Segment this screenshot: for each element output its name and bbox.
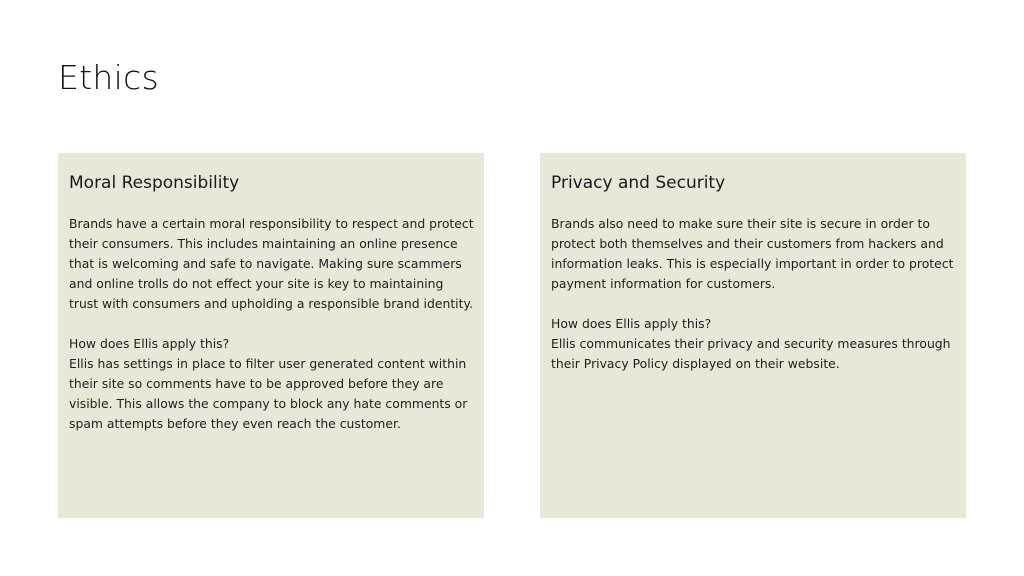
card-moral-responsibility: [58, 153, 484, 518]
card-privacy-security: [540, 153, 966, 518]
body-line: protect both themselves and their customers from hackers and: [551, 236, 944, 251]
answer-line: their site so comments have to be approved before they are: [69, 376, 444, 391]
card-body: [69, 214, 474, 434]
card-body: [551, 214, 956, 374]
body-line: trust with consumers and upholding a responsible brand identity.: [69, 296, 473, 311]
answer-line: Ellis has settings in place to filter user generated content within: [69, 356, 467, 371]
body-line: their consumers. This includes maintaining an online presence: [69, 236, 458, 251]
body-line: payment information for customers.: [551, 276, 776, 291]
card-heading: Privacy and Security: [551, 173, 726, 193]
paragraph-gap: [551, 294, 956, 314]
card-heading: Moral Responsibility: [69, 173, 240, 193]
paragraph-gap: [69, 314, 474, 334]
question-line: How does Ellis apply this?: [551, 316, 712, 331]
answer-line: their Privacy Policy displayed on their website.: [551, 356, 840, 371]
body-line: Brands have a certain moral responsibility to respect and protect: [69, 216, 474, 231]
slide-title: Ethics: [58, 58, 160, 97]
answer-line: visible. This allows the company to block any hate comments or: [69, 396, 468, 411]
answer-line: Ellis communicates their privacy and security measures through: [551, 336, 951, 351]
body-line: that is welcoming and safe to navigate. Making sure scammers: [69, 256, 462, 271]
answer-line: spam attempts before they even reach the customer.: [69, 416, 401, 431]
question-line: How does Ellis apply this?: [69, 336, 230, 351]
body-line: information leaks. This is especially important in order to protect: [551, 256, 954, 271]
body-line: Brands also need to make sure their site is secure in order to: [551, 216, 930, 231]
body-line: and online trolls do not effect your site is key to maintaining: [69, 276, 444, 291]
